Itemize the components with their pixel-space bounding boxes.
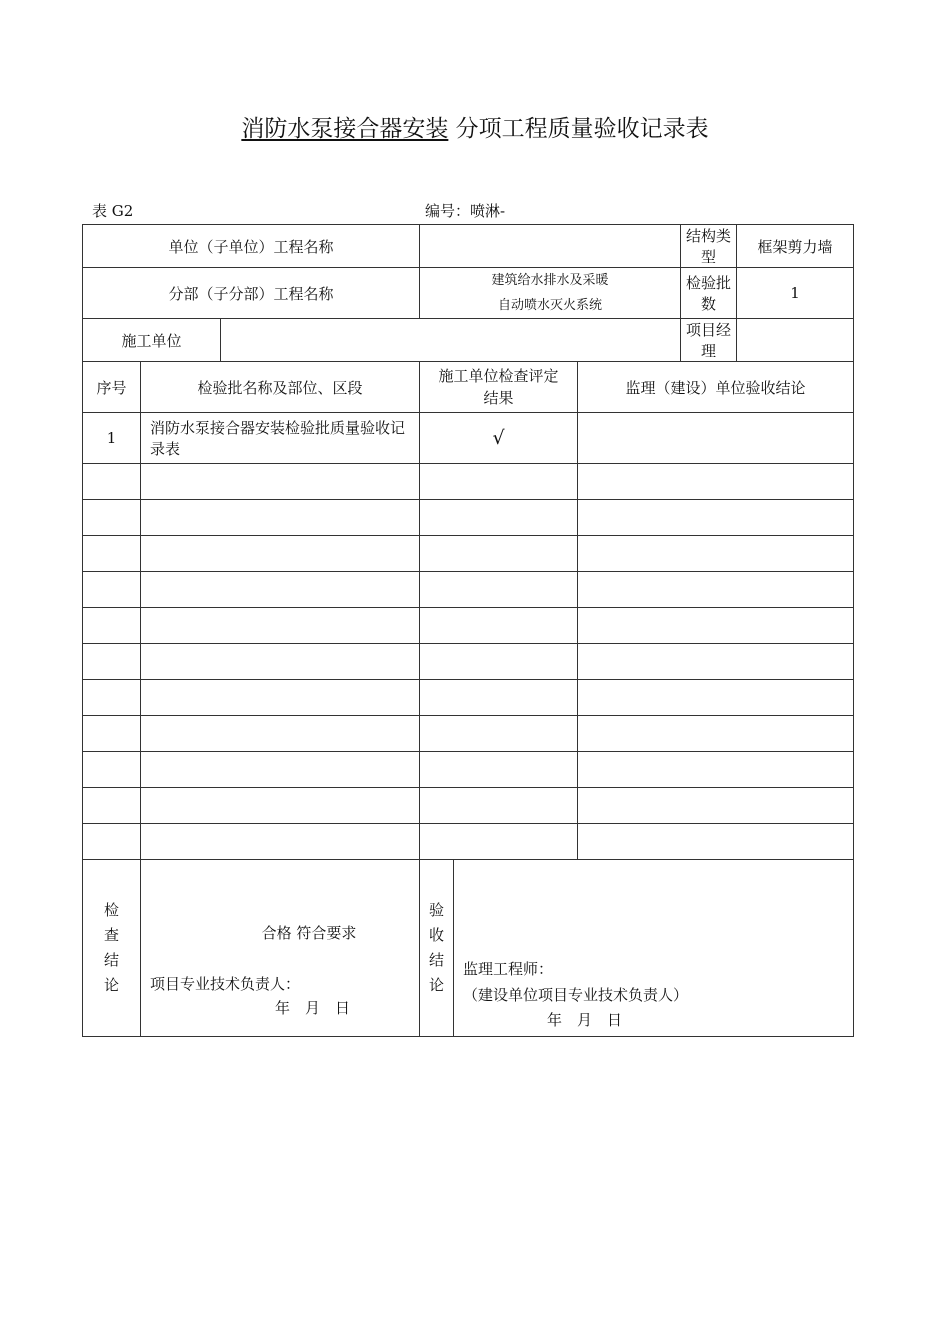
row-supervision[interactable] [578,608,854,644]
structure-type-value[interactable]: 框架剪力墙 [737,225,854,268]
table-row [83,680,854,716]
table-row [83,413,854,464]
row-check-result[interactable] [420,536,578,572]
row-supervision[interactable] [578,680,854,716]
division-name-label: 分部（子分部）工程名称 [83,268,420,319]
row-batch-name[interactable] [141,572,420,608]
supervisor-label: 监理工程师： [463,960,554,978]
row-batch-name[interactable] [141,824,420,860]
row-check-result[interactable] [420,824,578,860]
col-header-supervision: 监理（建设）单位验收结论 [578,362,854,413]
title-item-name: 消防水泵接合器安装 [241,116,449,142]
structure-type-label: 结构类型 [681,225,737,268]
row-batch-name[interactable]: 消防水泵接合器安装检验批质量验收记录表 [141,413,420,464]
accept-label-char: 验 [429,901,445,919]
page-title [0,110,950,143]
table-row [83,500,854,536]
division-name-value[interactable] [420,268,681,319]
title-form-name: 分项工程质量验收记录表 [455,116,709,142]
row-batch-name[interactable] [141,464,420,500]
row-check-result[interactable] [420,572,578,608]
check-result-text: 合格 符合要求 [261,924,357,942]
accept-label-char: 收 [429,926,445,944]
unit-name-value[interactable] [420,225,681,268]
acceptance-table [82,224,854,1037]
acceptance-conclusion-cell[interactable] [454,860,854,1037]
row-check-result[interactable] [420,644,578,680]
row-check-result[interactable] [420,500,578,536]
check-label-char: 论 [103,976,119,994]
row-check-result[interactable] [420,680,578,716]
division-line-1: 建筑给水排水及采暖 [491,273,609,288]
row-seq [83,644,141,680]
serial-number: 编号：喷淋- [425,202,506,220]
row-batch-name[interactable] [141,608,420,644]
row-supervision[interactable] [578,536,854,572]
row-seq: 1 [83,413,141,464]
project-manager-label: 项目经理 [681,319,737,362]
col-header-check-line-1: 施工单位检查评定 [438,367,559,385]
col-header-seq: 序号 [83,362,141,413]
row-seq [83,788,141,824]
check-conclusion-label [83,860,141,1037]
row-batch-name[interactable] [141,752,420,788]
row-supervision[interactable] [578,788,854,824]
check-label-char: 检 [103,901,119,919]
check-conclusion-cell[interactable] [141,860,420,1037]
row-check-result[interactable]: √ [420,413,578,464]
form-number: 表 G2 [92,202,134,220]
row-batch-name[interactable] [141,644,420,680]
row-supervision[interactable] [578,464,854,500]
batch-count-value[interactable]: 1 [737,268,854,319]
row-supervision[interactable] [578,824,854,860]
check-date: 年 月 日 [275,999,351,1017]
row-seq [83,608,141,644]
table-row [83,788,854,824]
row-check-result[interactable] [420,716,578,752]
check-label-char: 结 [103,951,119,969]
row-supervision[interactable] [578,500,854,536]
unit-name-label: 单位（子单位）工程名称 [83,225,420,268]
table-row [83,752,854,788]
division-line-2: 自动喷水灭火系统 [498,298,603,313]
table-row [83,644,854,680]
row-supervision[interactable] [578,716,854,752]
accept-label-char: 结 [429,951,445,969]
check-label-char: 查 [103,926,119,944]
row-check-result[interactable] [420,788,578,824]
contractor-value[interactable] [221,319,681,362]
row-seq [83,536,141,572]
contractor-label: 施工单位 [83,319,221,362]
row-seq [83,572,141,608]
row-seq [83,464,141,500]
accept-label-char: 论 [429,976,445,994]
row-batch-name[interactable] [141,680,420,716]
row-batch-name[interactable] [141,788,420,824]
row-check-result[interactable] [420,464,578,500]
row-batch-name[interactable] [141,500,420,536]
row-supervision[interactable] [578,572,854,608]
row-supervision[interactable] [578,752,854,788]
batch-count-label: 检验批数 [681,268,737,319]
row-supervision[interactable] [578,413,854,464]
row-seq [83,824,141,860]
project-manager-value[interactable] [737,319,854,362]
row-check-result[interactable] [420,752,578,788]
table-row [83,572,854,608]
row-seq [83,716,141,752]
row-seq [83,680,141,716]
row-batch-name[interactable] [141,716,420,752]
acceptance-date: 年 月 日 [547,1011,623,1029]
row-seq [83,752,141,788]
check-person-label: 项目专业技术负责人： [150,975,301,993]
table-row [83,824,854,860]
row-check-result[interactable] [420,608,578,644]
table-row [83,608,854,644]
row-batch-name[interactable] [141,536,420,572]
table-row [83,464,854,500]
row-seq [83,500,141,536]
col-header-contractor-check [420,362,578,413]
col-header-check-line-2: 结果 [483,389,514,407]
builder-rep-label: （建设单位项目专业技术负责人） [463,986,689,1004]
table-row [83,716,854,752]
acceptance-conclusion-label [420,860,454,1037]
row-supervision[interactable] [578,644,854,680]
table-row [83,536,854,572]
col-header-batch-name: 检验批名称及部位、区段 [141,362,420,413]
